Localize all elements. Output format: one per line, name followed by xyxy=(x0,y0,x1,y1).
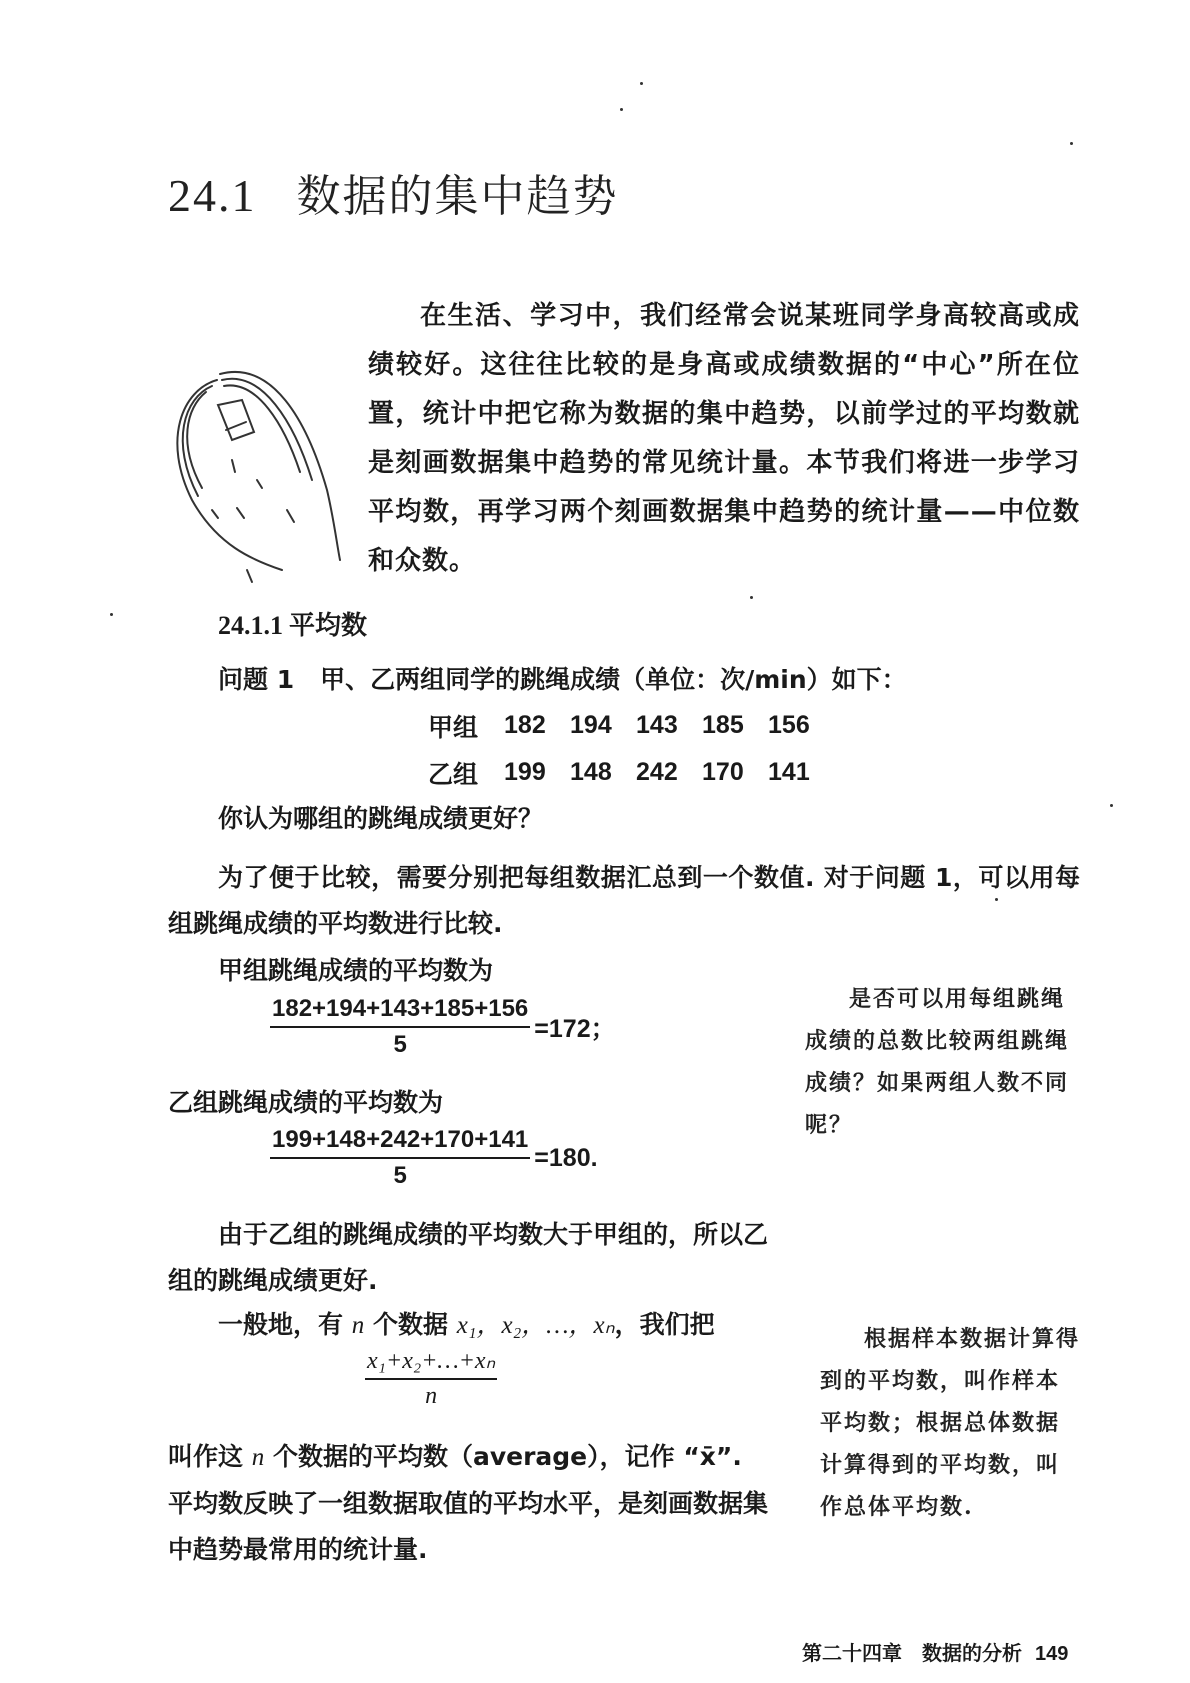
scan-speck xyxy=(1070,142,1073,145)
conclusion-text: 由于乙组的跳绳成绩的平均数大于甲组的，所以乙组的跳绳成绩更好. xyxy=(168,1220,769,1295)
table-cell: 156 xyxy=(768,711,810,739)
page-footer xyxy=(802,1637,1068,1666)
fraction-denominator: 5 xyxy=(393,1031,407,1058)
group-a-mean-formula xyxy=(270,995,616,1059)
compare-text: 为了便于比较，需要分别把每组数据汇总到一个数值. 对于问题 1，可以用每组跳绳成绩的平均数进行比较. xyxy=(168,863,1080,938)
side-note-text: 是否可以用每组跳绳成绩的总数比较两组跳绳成绩？如果两组人数不同呢？ xyxy=(805,986,1070,1138)
subsection-number: 24.1.1 xyxy=(218,611,283,640)
conclusion-paragraph xyxy=(168,1212,768,1304)
fraction-numerator: 199+148+242+170+141 xyxy=(270,1126,530,1159)
table-cell: 143 xyxy=(636,711,678,739)
group-name: 乙组 xyxy=(428,759,479,789)
mean-definition-text xyxy=(168,1434,768,1573)
table-cell: 141 xyxy=(768,758,810,786)
section-number: 24.1 xyxy=(168,170,257,221)
page-number: 149 xyxy=(1034,1643,1069,1665)
group-a-mean-label: 甲组跳绳成绩的平均数为 xyxy=(218,956,494,985)
table-cell: 170 xyxy=(702,758,744,786)
problem-question: 你认为哪组的跳绳成绩更好？ xyxy=(218,804,544,833)
group-b-mean-label: 乙组跳绳成绩的平均数为 xyxy=(168,1088,444,1117)
intro-paragraph xyxy=(368,292,1080,586)
table-cell: 185 xyxy=(702,711,744,739)
mean-definition-formula xyxy=(365,1346,497,1410)
scan-speck xyxy=(620,108,623,111)
fraction xyxy=(270,995,530,1059)
subsection-title: 平均数 xyxy=(289,611,368,641)
jump-rope-data-table xyxy=(428,702,834,796)
problem-label: 问题 1 xyxy=(218,665,295,694)
data-variables: x₁，x₂，…，xₙ xyxy=(456,1312,615,1339)
fraction-denominator: n xyxy=(425,1383,438,1409)
general-lead-b: 个数据 xyxy=(372,1310,448,1339)
definition-part-b: 个数据的平均数（average），记作 “x̄”. xyxy=(272,1442,742,1471)
scan-speck xyxy=(640,82,643,85)
formula-result: =180. xyxy=(534,1143,598,1172)
scan-speck xyxy=(110,613,113,616)
table-cell: 182 xyxy=(504,711,546,739)
fraction-denominator: 5 xyxy=(393,1162,407,1189)
general-lead-a: 一般地，有 xyxy=(218,1310,344,1339)
section-title-text: 数据的集中趋势 xyxy=(296,171,619,222)
intro-text: 在生活、学习中，我们经常会说某班同学身高较高或成绩较好。这往往比较的是身高或成绩数据的“中心”所在位置，统计中把它称为数据的集中趋势，以前学过的平均数就是刻画数据集中趋势的常见统计量。本节我们将进一步学习平均数，再学习两个刻画数据集中趋势的统计量——中位数和众数。 xyxy=(368,301,1080,576)
side-note-sample-mean xyxy=(820,1318,1082,1528)
n-variable: n xyxy=(251,1444,265,1471)
scan-speck xyxy=(1110,804,1113,807)
general-lead-c: ，我们把 xyxy=(614,1310,715,1339)
table-row xyxy=(428,702,834,749)
table-cell: 194 xyxy=(570,711,612,739)
scan-speck xyxy=(750,596,753,599)
subsection-heading xyxy=(218,605,367,642)
fraction xyxy=(365,1346,497,1410)
compare-paragraph xyxy=(168,855,1080,947)
table-cell: 199 xyxy=(504,758,546,786)
fraction xyxy=(270,1126,530,1190)
group-b-mean-formula xyxy=(270,1126,598,1190)
n-variable: n xyxy=(351,1312,365,1339)
problem-1-statement xyxy=(218,660,907,696)
table-row xyxy=(428,749,834,796)
definition-part-c: 平均数反映了一组数据取值的平均水平，是刻画数据集中趋势最常用的统计量. xyxy=(168,1489,769,1564)
table-cell: 242 xyxy=(636,758,678,786)
group-name: 甲组 xyxy=(428,712,479,742)
definition-part-a: 叫作这 xyxy=(168,1442,244,1471)
general-lead xyxy=(218,1302,715,1349)
table-cell: 148 xyxy=(570,758,612,786)
fraction-numerator: x₁+x₂+…+xₙ xyxy=(365,1346,497,1380)
formula-result: =172； xyxy=(534,1015,616,1043)
section-title xyxy=(168,160,619,224)
side-note-total-comparison xyxy=(805,978,1075,1146)
fraction-numerator: 182+194+143+185+156 xyxy=(270,995,530,1028)
problem-text: 甲、乙两组同学的跳绳成绩（单位：次/min）如下： xyxy=(320,665,907,694)
running-track-illustration xyxy=(162,360,362,590)
side-note-text: 根据样本数据计算得到的平均数，叫作样本平均数；根据总体数据计算得到的平均数，叫作总体平均数. xyxy=(820,1326,1081,1520)
chapter-title: 第二十四章 数据的分析 xyxy=(802,1641,1022,1665)
